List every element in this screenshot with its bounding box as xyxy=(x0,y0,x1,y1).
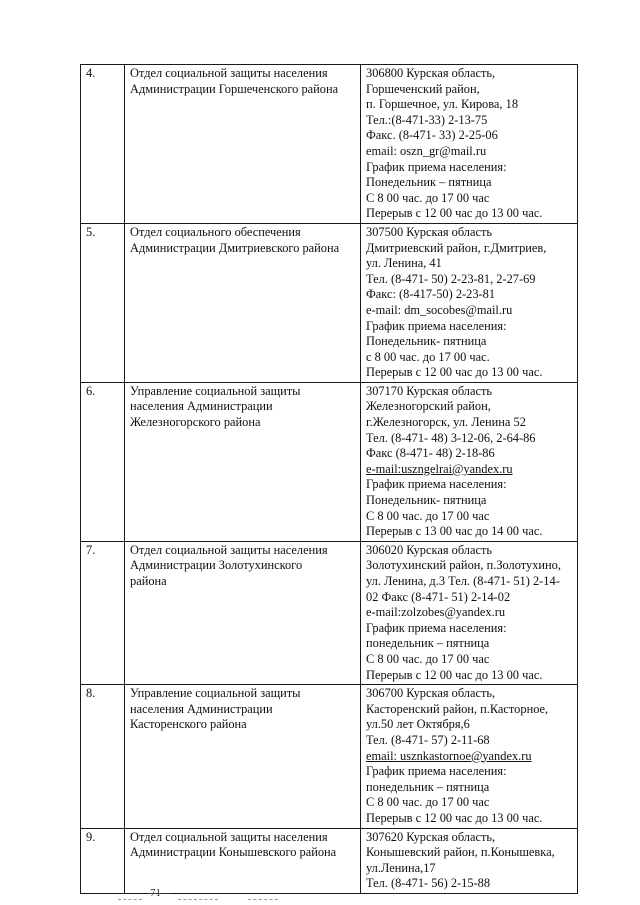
office-address-cell xyxy=(361,828,578,893)
office-address-line: Золотухинский район, п.Золотухино, xyxy=(366,558,561,573)
table-row xyxy=(81,65,578,224)
office-name-line: Отдел социальной защиты населения xyxy=(130,829,328,844)
office-address-line: 306800 Курская область, xyxy=(366,66,496,80)
row-number-cell xyxy=(81,223,125,382)
row-number-cell xyxy=(81,65,125,224)
office-address-line: ул. Ленина, 41 xyxy=(366,256,442,271)
row-number: 8. xyxy=(86,686,96,701)
office-name-line: Отдел социального обеспечения xyxy=(130,224,301,239)
office-address-line: Тел. (8-471- 48) 3-12-06, 2-64-86 xyxy=(366,430,536,445)
office-address-line: График приема населения: xyxy=(366,318,507,333)
office-name-line: Управление социальной защиты xyxy=(130,383,301,398)
office-email-line: e-mail: dm_socobes@mail.ru xyxy=(366,302,513,317)
row-number: 4. xyxy=(86,66,96,80)
office-address-line: Железногорский район, xyxy=(366,399,491,414)
office-address-line: ул.50 лет Октября,6 xyxy=(366,717,470,732)
office-name-line: населения Администрации xyxy=(130,399,273,414)
office-address-line: Дмитриевский район, г.Дмитриев, xyxy=(366,240,547,255)
office-address-line: С 8 00 час. до 17 00 час xyxy=(366,795,490,810)
office-address-line: Конышевский район, п.Конышевка, xyxy=(366,845,555,860)
office-address-line: С 8 00 час. до 17 00 час xyxy=(366,508,490,523)
office-address-line: График приема населения: xyxy=(366,477,507,492)
table-row xyxy=(81,382,578,541)
row-number-cell xyxy=(81,382,125,541)
office-address-line: Перерыв с 12 00 час до 13 00 час. xyxy=(366,810,543,825)
office-name-cell xyxy=(125,65,361,224)
office-name-line: Администрации Конышевского района xyxy=(130,845,337,860)
row-number: 5. xyxy=(86,224,96,239)
office-address-line: п. Горшечное, ул. Кирова, 18 xyxy=(366,97,519,112)
table-row xyxy=(81,685,578,828)
office-address-cell xyxy=(361,685,578,828)
office-address-line: Тел.:(8-471-33) 2-13-75 xyxy=(366,112,488,127)
office-address-line: понедельник – пятница xyxy=(366,636,490,651)
row-number: 7. xyxy=(86,542,96,557)
table-row xyxy=(81,828,578,893)
office-address-line: 307170 Курская область xyxy=(366,383,493,398)
office-name-line: Администрации Золотухинского xyxy=(130,558,303,573)
office-address-line: Тел. (8-471- 57) 2-11-68 xyxy=(366,732,490,747)
office-address-line: г.Железногорск, ул. Ленина 52 xyxy=(366,415,526,430)
footer-scan-artifact xyxy=(248,899,278,900)
office-address-cell xyxy=(361,223,578,382)
office-name-line: Касторенского района xyxy=(130,717,247,732)
row-number-cell xyxy=(81,828,125,893)
social-protection-offices-table xyxy=(80,64,578,894)
office-address-line: понедельник – пятница xyxy=(366,779,490,794)
office-address-line: С 8 00 час. до 17 00 час xyxy=(366,651,490,666)
office-email-line: e-mail:uszngelrai@yandex.ru xyxy=(366,461,513,476)
footer-scan-artifact xyxy=(118,899,142,900)
office-address-line: Понедельник- пятница xyxy=(366,493,487,508)
footer-scan-artifact xyxy=(178,899,218,900)
office-address-line: График приема населения: xyxy=(366,159,507,174)
office-name-cell xyxy=(125,382,361,541)
office-name-line: района xyxy=(130,574,167,588)
office-name-line: Отдел социальной защиты населения xyxy=(130,542,328,557)
office-address-line: Перерыв с 12 00 час до 13 00 час. xyxy=(366,365,543,380)
office-address-line: График приема населения: xyxy=(366,620,507,635)
office-address-line: Факс. (8-471- 33) 2-25-06 xyxy=(366,128,498,143)
office-address-cell xyxy=(361,65,578,224)
row-number-cell xyxy=(81,541,125,684)
office-address-line: Факс (8-471- 48) 2-18-86 xyxy=(366,446,495,461)
office-name-line: Железногорского района xyxy=(130,415,261,430)
office-name-cell xyxy=(125,223,361,382)
office-address-line: График приема населения: xyxy=(366,764,507,779)
office-address-line: Касторенский район, п.Касторное, xyxy=(366,701,549,716)
office-email-line: email: oszn_gr@mail.ru xyxy=(366,143,487,158)
footer-line xyxy=(148,893,170,900)
office-address-line: С 8 00 час. до 17 00 час xyxy=(366,190,490,205)
office-address-line: Понедельник- пятница xyxy=(366,334,487,349)
office-address-line: 307620 Курская область, xyxy=(366,829,496,844)
office-address-cell xyxy=(361,541,578,684)
office-address-line: ул.Ленина,17 xyxy=(366,860,436,875)
office-address-line: 306020 Курская область xyxy=(366,542,493,557)
office-name-line: Отдел социальной защиты населения xyxy=(130,66,328,80)
office-address-line: Тел. (8-471- 56) 2-15-88 xyxy=(366,876,491,891)
office-name-cell xyxy=(125,685,361,828)
office-name-line: Администрации Дмитриевского района xyxy=(130,240,340,255)
office-address-line: Тел. (8-471- 50) 2-23-81, 2-27-69 xyxy=(366,271,536,286)
office-address-line: Факс: (8-417-50) 2-23-81 xyxy=(366,287,496,302)
office-address-line: ул. Ленина, д.3 Тел. (8-471- 51) 2-14- xyxy=(366,574,560,588)
office-email-line: e-mail:zolzobes@yandex.ru xyxy=(366,605,506,620)
page-footer-mark: 71 xyxy=(150,887,161,899)
office-address-line: 02 Факс (8-471- 51) 2-14-02 xyxy=(366,589,511,604)
office-address-line: Перерыв с 12 00 час до 13 00 час. xyxy=(366,667,543,682)
office-address-line: Перерыв с 13 00 час до 14 00 час. xyxy=(366,524,543,539)
office-address-cell xyxy=(361,382,578,541)
row-number: 9. xyxy=(86,829,96,844)
office-address-line: 307500 Курская область xyxy=(366,224,493,239)
office-name-cell xyxy=(125,541,361,684)
office-name-line: Управление социальной защиты xyxy=(130,686,301,701)
row-number-cell xyxy=(81,685,125,828)
table-row xyxy=(81,541,578,684)
row-number: 6. xyxy=(86,383,96,398)
office-name-line: населения Администрации xyxy=(130,701,273,716)
office-email-line: email: usznkastornoe@yandex.ru xyxy=(366,748,532,763)
table-row xyxy=(81,223,578,382)
office-name-line: Администрации Горшеченского района xyxy=(130,81,339,96)
office-name-cell xyxy=(125,828,361,893)
office-address-line: Горшеченский район, xyxy=(366,81,480,96)
office-address-line: Понедельник – пятница xyxy=(366,175,492,190)
table-body xyxy=(81,65,578,894)
office-address-line: Перерыв с 12 00 час до 13 00 час. xyxy=(366,206,543,221)
office-address-line: с 8 00 час. до 17 00 час. xyxy=(366,349,490,364)
office-address-line: 306700 Курская область, xyxy=(366,686,496,701)
